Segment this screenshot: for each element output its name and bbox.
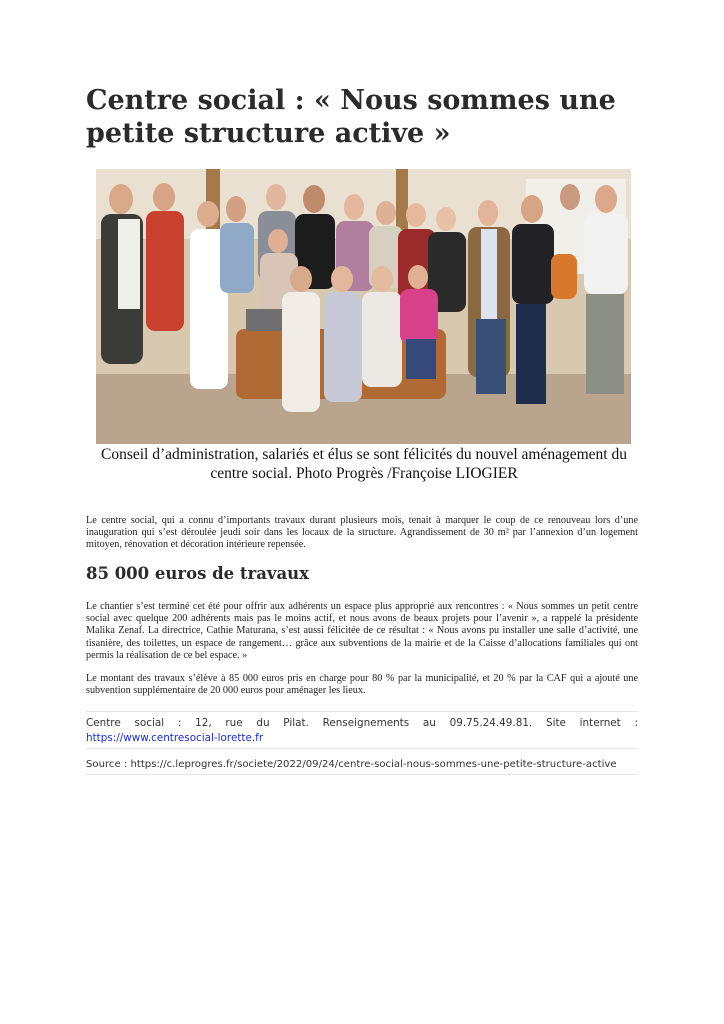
intro-paragraph: Le centre social, qui a connu d’importants travaux durant plusieurs mois, tenait à marquer le coup de ce renouveau lors d’une inauguration qui s’est déroulée jeudi soir dans les locaux de la structure. Agrandissement de 30 m² par l’annexion d’un logement mitoyen, rénovation et décoration intérieure repensée.: [86, 515, 638, 551]
contact-text: Centre social : 12, rue du Pilat. Renseignements au 09.75.24.49.81. Site internet :: [86, 717, 638, 729]
photo-caption: Conseil d’administration, salariés et élus se sont félicités du nouvel aménagement du centre social. Photo Progrès /Françoise LIOGIER: [100, 446, 627, 482]
article-headline: Centre social : « Nous sommes une petite structure active »: [86, 85, 616, 149]
website-link[interactable]: https://www.centresocial-lorette.fr: [86, 732, 264, 744]
group-photo: [96, 169, 631, 444]
body-paragraph: Le chantier s’est terminé cet été pour offrir aux adhérents un espace plus approprié aux rencontres : « Nous sommes un petit centre social avec quelque 200 adhérents mais pas le moins actif, et nous avons de beaux projets pour l’avenir », a rappelé la présidente Malika Zenaf. La directrice, Cathie Maturana, s’est aussi félicitée de ce résultat : « Nous avons pu installer une salle d’activité, une tisanière, des toilettes, un espace de rangement… grâce aux subventions de la mairie et de la Caisse d’allocations familiales qui ont permis la réalisation de ce bel espace. »: [86, 601, 638, 661]
section-heading: 85 000 euros de travaux: [86, 564, 310, 583]
divider: [86, 774, 638, 775]
source-line: Source : https://c.leprogres.fr/societe/2022/09/24/centre-social-nous-sommes-une-petite-structure-active: [86, 759, 617, 770]
divider: [86, 711, 638, 712]
divider: [86, 748, 638, 749]
contact-info: [86, 716, 638, 746]
body-paragraph: Le montant des travaux s’élève à 85 000 euros pris en charge pour 80 % par la municipalité, et 20 % par la CAF qui a ajouté une subvention supplémentaire de 20 000 euros pour aménager les lieux.: [86, 673, 638, 697]
